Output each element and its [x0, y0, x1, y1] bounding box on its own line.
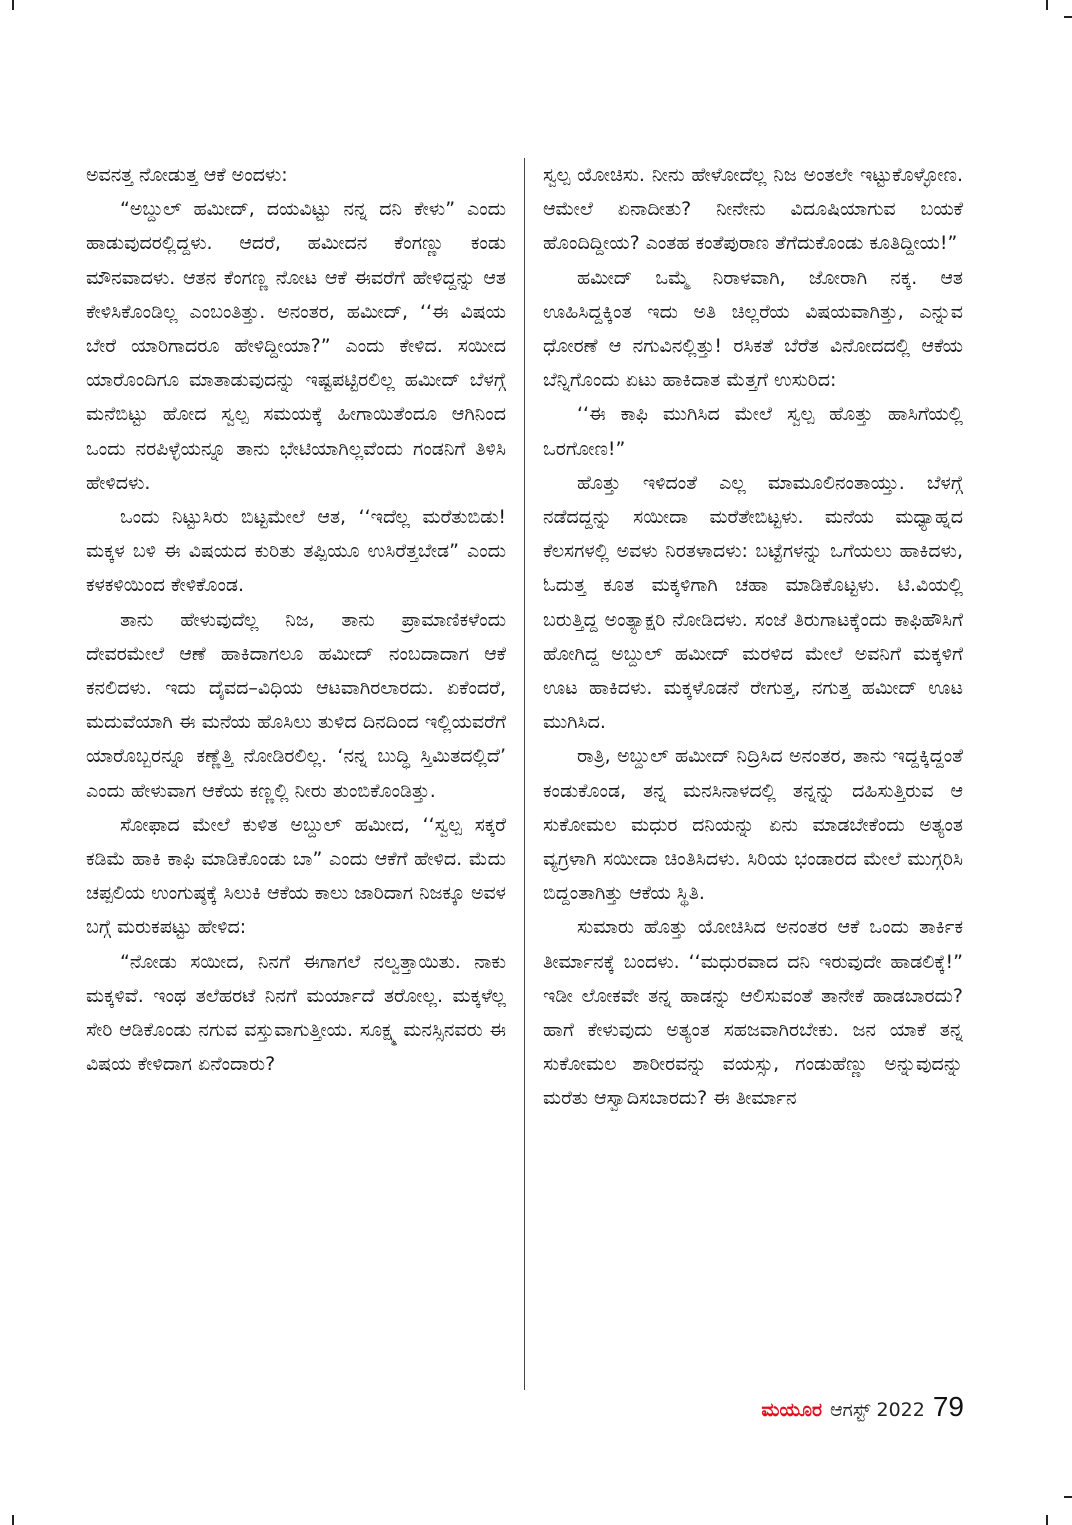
paragraph: ಒಂದು ನಿಟ್ಟುಸಿರು ಬಿಟ್ಟಮೇಲೆ ಆತ, ‘‘ಇದೆಲ್ಲ ಮರೆತುಬಿಡು! ಮಕ್ಕಳ ಬಳಿ ಈ ವಿಷಯದ ಕುರಿತು ತಪ್ಪಿಯೂ ಉಸಿರೆತ್ತಬೇಡ” ಎಂದು ಕಳಕಳಿಯಿಂದ ಕೇಳಿಕೊಂಡ. [86, 506, 506, 597]
crop-mark-top-right-side [1064, 16, 1072, 18]
paragraph: ಅವನತ್ತ ನೋಡುತ್ತ ಆಕೆ ಅಂದಳು: [86, 164, 288, 186]
crop-mark-bottom-left [12, 1515, 14, 1525]
crop-mark-bottom-right [1046, 1515, 1048, 1525]
paragraph: ಹೊತ್ತು ಇಳಿದಂತೆ ಎಲ್ಲ ಮಾಮೂಲಿನಂತಾಯ್ತು. ಬೆಳಗ್ಗೆ ನಡೆದದ್ದನ್ನು ಸಯೀದಾ ಮರೆತೇಬಿಟ್ಟಳು. ಮನೆಯ ಮಧ್ಯಾಹ್ನದ ಕೆಲಸಗಳಲ್ಲಿ ಅವಳು ನಿರತಳಾದಳು: ಬಟ್ಟೆಗಳನ್ನು ಒಗೆಯಲು ಹಾಕಿದಳು, ಓದುತ್ತ ಕೂತ ಮಕ್ಕಳಿಗಾಗಿ ಚಹಾ ಮಾಡಿಕೊಟ್ಟಳು. ಟಿ.ವಿಯಲ್ಲಿ ಬರುತ್ತಿದ್ದ ಅಂತ್ಯಾಕ್ಷರಿ ನೋಡಿದಳು. ಸಂಜೆ ತಿರುಗಾಟಕ್ಕೆಂದು ಕಾಫಿಹೌಸಿಗೆ ಹೋಗಿದ್ದ ಅಬ್ದುಲ್ ಹಮೀದ್ ಮರಳಿದ ಮೇಲೆ ಅವನಿಗೆ ಮಕ್ಕಳಿಗೆ ಊಟ ಹಾಕಿದಳು. ಮಕ್ಕಳೊಡನೆ ರೇಗುತ್ತ, ನಗುತ್ತ ಹಮೀದ್ ಊಟ ಮುಗಿಸಿದ. [543, 471, 963, 734]
paragraph: “ಅಬ್ದುಲ್ ಹಮೀದ್, ದಯವಿಟ್ಟು ನನ್ನ ದನಿ ಕೇಳು” ಎಂದು ಹಾಡುವುದರಲ್ಲಿದ್ದಳು. ಆದರೆ, ಹಮೀದನ ಕೆಂಗಣ್ಣು ಕಂಡು ಮೌನವಾದಳು. ಆತನ ಕೆಂಗಣ್ಣ ನೋಟ ಆಕೆ ಈವರೆಗೆ ಹೇಳಿದ್ದನ್ನು ಆತ ಕೇಳಿಸಿಕೊಂಡಿಲ್ಲ ಎಂಬಂತಿತ್ತು. ಅನಂತರ, ಹಮೀದ್, ‘‘ಈ ವಿಷಯ ಬೇರೆ ಯಾರಿಗಾದರೂ ಹೇಳಿದ್ದೀಯಾ?” ಎಂದು ಕೇಳಿದ. ಸಯೀದ ಯಾರೊಂದಿಗೂ ಮಾತಾಡುವುದನ್ನು ಇಷ್ಟಪಟ್ಟಿರಲಿಲ್ಲ ಹಮೀದ್ ಬೆಳಗ್ಗೆ ಮನೆಬಿಟ್ಟು ಹೋದ ಸ್ವಲ್ಪ ಸಮಯಕ್ಕೆ ಹೀಗಾಯಿತೆಂದೂ ಆಗಿನಿಂದ ಒಂದು ನರಪಿಳ್ಳೆಯನ್ನೂ ತಾನು ಭೇಟಿಯಾಗಿಲ್ಲವೆಂದು ಗಂಡನಿಗೆ ತಿಳಿಸಿ ಹೇಳಿದಳು. [86, 198, 506, 494]
page-number: 79 [932, 1391, 964, 1422]
paragraph: ಹಮೀದ್ ಒಮ್ಮೆ ನಿರಾಳವಾಗಿ, ಜೋರಾಗಿ ನಕ್ಕ. ಆತ ಊಹಿಸಿದ್ದಕ್ಕಿಂತ ಇದು ಅತಿ ಚಿಲ್ಲರೆಯ ವಿಷಯವಾಗಿತ್ತು, ಎನ್ನುವ ಧೋರಣೆ ಆ ನಗುವಿನಲ್ಲಿತ್ತು! ರಸಿಕತೆ ಬೆರೆತ ವಿನೋದದಲ್ಲಿ ಆಕೆಯ ಬೆನ್ನಿಗೊಂದು ಏಟು ಹಾಕಿದಾತ ಮೆತ್ತಗೆ ಉಸುರಿದ: [543, 266, 963, 392]
paragraph: ‘‘ಈ ಕಾಫಿ ಮುಗಿಸಿದ ಮೇಲೆ ಸ್ವಲ್ಪ ಹೊತ್ತು ಹಾಸಿಗೆಯಲ್ಲಿ ಒರಗೋಣ!” [543, 403, 963, 460]
paragraph: ಸೋಫಾದ ಮೇಲೆ ಕುಳಿತ ಅಬ್ದುಲ್ ಹಮೀದ, ‘‘ಸ್ವಲ್ಪ ಸಕ್ಕರೆ ಕಡಿಮೆ ಹಾಕಿ ಕಾಫಿ ಮಾಡಿಕೊಂಡು ಬಾ” ಎಂದು ಆಕೆಗೆ ಹೇಳಿದ. ಮೆದು ಚಪ್ಪಲಿಯ ಉಂಗುಷ್ಠಕ್ಕೆ ಸಿಲುಕಿ ಆಕೆಯ ಕಾಲು ಜಾರಿದಾಗ ನಿಜಕ್ಕೂ ಅವಳ ಬಗ್ಗೆ ಮರುಕಪಟ್ಟು ಹೇಳಿದ: [86, 813, 506, 939]
crop-mark-top-left [12, 0, 14, 10]
crop-mark-top-right [1046, 0, 1048, 10]
paragraph: ತಾನು ಹೇಳುವುದೆಲ್ಲ ನಿಜ, ತಾನು ಪ್ರಾಮಾಣಿಕಳೆಂದು ದೇವರಮೇಲೆ ಆಣೆ ಹಾಕಿದಾಗಲೂ ಹಮೀದ್ ನಂಬದಾದಾಗ ಆಕೆ ಕನಲಿದಳು. ಇದು ದೈವದ–ವಿಧಿಯ ಆಟವಾಗಿರಲಾರದು. ಏಕೆಂದರೆ, ಮದುವೆಯಾಗಿ ಈ ಮನೆಯ ಹೊಸಿಲು ತುಳಿದ ದಿನದಿಂದ ಇಲ್ಲಿಯವರೆಗೆ ಯಾರೊಬ್ಬರನ್ನೂ ಕಣ್ಣೆತ್ತಿ ನೋಡಿರಲಿಲ್ಲ. ‘ನನ್ನ ಬುದ್ಧಿ ಸ್ತಿಮಿತದಲ್ಲಿದೆ’ ಎಂದು ಹೇಳುವಾಗ ಆಕೆಯ ಕಣ್ಣಲ್ಲಿ ನೀರು ತುಂಬಿಕೊಂಡಿತ್ತು. [86, 608, 506, 802]
crop-mark-bottom-right-side [1064, 1496, 1072, 1498]
page-footer [761, 1391, 964, 1431]
left-text-column [86, 158, 506, 1388]
magazine-brand: ಮಯೂರ [761, 1399, 823, 1421]
paragraph: “ನೋಡು ಸಯೀದ, ನಿನಗೆ ಈಗಾಗಲೆ ನಲ್ವತ್ತಾಯಿತು. ನಾಕು ಮಕ್ಕಳಿವೆ. ಇಂಥ ತಲೆಹರಟೆ ನಿನಗೆ ಮರ್ಯಾದೆ ತರೋಲ್ಲ. ಮಕ್ಕಳೆಲ್ಲ ಸೇರಿ ಆಡಿಕೊಂಡು ನಗುವ ವಸ್ತುವಾಗುತ್ತೀಯ. ಸೂಕ್ಷ್ಮ ಮನಸ್ಸಿನವರು ಈ ವಿಷಯ ಕೇಳಿದಾಗ ಏನೆಂದಾರು? [86, 950, 506, 1076]
column-divider [524, 158, 525, 1390]
right-text-column [543, 158, 963, 1388]
issue-date: ಆಗಸ್ಟ್ 2022 [830, 1399, 925, 1421]
paragraph: ಸ್ವಲ್ಪ ಯೋಚಿಸು. ನೀನು ಹೇಳೋದೆಲ್ಲ ನಿಜ ಅಂತಲೇ ಇಟ್ಟುಕೊಳ್ಳೋಣ. ಆಮೇಲೆ ಏನಾದೀತು? ನೀನೇನು ವಿದೂಷಿಯಾಗುವ ಬಯಕೆ ಹೊಂದಿದ್ದೀಯ? ಎಂತಹ ಕಂತೆಪುರಾಣ ತೆಗೆದುಕೊಂಡು ಕೂತಿದ್ದೀಯ!” [543, 164, 963, 255]
paragraph: ರಾತ್ರಿ, ಅಬ್ದುಲ್ ಹಮೀದ್ ನಿದ್ರಿಸಿದ ಅನಂತರ, ತಾನು ಇದ್ದಕ್ಕಿದ್ದಂತೆ ಕಂಡುಕೊಂಡ, ತನ್ನ ಮನಸಿನಾಳದಲ್ಲಿ ತನ್ನನ್ನು ದಹಿಸುತ್ತಿರುವ ಆ ಸುಕೋಮಲ ಮಧುರ ದನಿಯನ್ನು ಏನು ಮಾಡಬೇಕೆಂದು ಅತ್ಯಂತ ವ್ಯಗ್ರಳಾಗಿ ಸಯೀದಾ ಚಿಂತಿಸಿದಳು. ಸಿರಿಯ ಭಂಡಾರದ ಮೇಲೆ ಮುಗ್ಗರಿಸಿ ಬಿದ್ದಂತಾಗಿತ್ತು ಆಕೆಯ ಸ್ಥಿತಿ. [543, 745, 963, 905]
paragraph: ಸುಮಾರು ಹೊತ್ತು ಯೋಚಿಸಿದ ಅನಂತರ ಆಕೆ ಒಂದು ತಾರ್ಕಿಕ ತೀರ್ಮಾನಕ್ಕೆ ಬಂದಳು. ‘‘ಮಧುರವಾದ ದನಿ ಇರುವುದೇ ಹಾಡಲಿಕ್ಕೆ!” ಇಡೀ ಲೋಕವೇ ತನ್ನ ಹಾಡನ್ನು ಆಲಿಸುವಂತೆ ತಾನೇಕೆ ಹಾಡಬಾರದು? ಹಾಗೆ ಕೇಳುವುದು ಅತ್ಯಂತ ಸಹಜವಾಗಿರಬೇಕು. ಜನ ಯಾಕೆ ತನ್ನ ಸುಕೋಮಲ ಶಾರೀರವನ್ನು ವಯಸ್ಸು, ಗಂಡುಹೆಣ್ಣು ಅನ್ನುವುದನ್ನು ಮರೆತು ಆಸ್ವಾದಿಸಬಾರದು? ಈ ತೀರ್ಮಾನ [543, 916, 963, 1110]
